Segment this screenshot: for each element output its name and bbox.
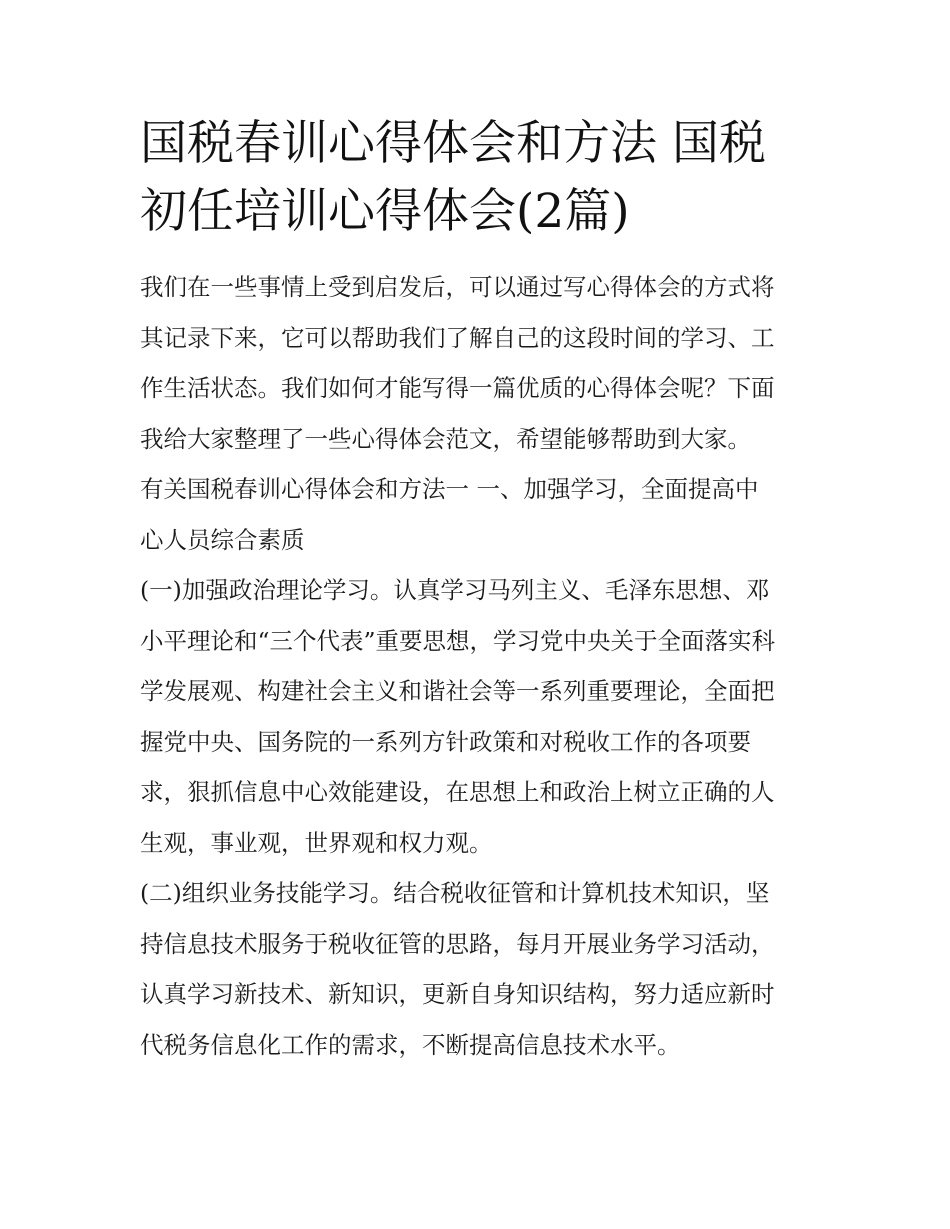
text-line: 其记录下来，它可以帮助我们了解自己的这段时间的学习、工 <box>140 323 775 352</box>
text-line: 我给大家整理了一些心得体会范文，希望能够帮助到大家。 <box>140 424 751 453</box>
text-line: 代税务信息化工作的需求，不断提高信息技术水平。 <box>140 1030 681 1059</box>
text-line: 生观，事业观，世界观和权力观。 <box>140 828 493 857</box>
text-line: 认真学习新技术、新知识，更新自身知识结构，努力适应新时 <box>140 980 775 1008</box>
text-line: 作生活状态。我们如何才能写得一篇优质的心得体会呢？下面 <box>140 374 775 402</box>
text-line: 持信息技术服务于税收征管的思路，每月开展业务学习活动， <box>140 929 775 958</box>
text-line: (二)组织业务技能学习。结合税收征管和计算机技术知识，坚 <box>140 879 770 907</box>
text-line: 心人员综合素质 <box>140 525 305 554</box>
paragraph-skills-study <box>140 868 820 1070</box>
text-line: 求，狠抓信息中心效能建设，在思想上和政治上树立正确的人 <box>140 778 775 806</box>
document-title <box>140 110 820 246</box>
text-line: 小平理论和“三个代表”重要思想，学习党中央关于全面落实科 <box>140 626 776 655</box>
paragraph-section-heading <box>140 464 820 565</box>
text-line: 握党中央、国务院的一系列方针政策和对税收工作的各项要 <box>140 727 751 756</box>
paragraph-political-study <box>140 565 820 868</box>
document-body <box>140 262 820 1070</box>
text-line: 有关国税春训心得体会和方法一 一、加强学习，全面提高中 <box>140 475 759 503</box>
title-line: 国税春训心得体会和方法 国税 <box>140 116 766 171</box>
text-line: 我们在一些事情上受到启发后，可以通过写心得体会的方式将 <box>140 273 775 301</box>
title-line: 初任培训心得体会(2篇) <box>140 184 630 239</box>
text-line: (一)加强政治理论学习。认真学习马列主义、毛泽东思想、邓 <box>140 576 770 604</box>
document-page <box>140 110 820 1070</box>
paragraph-intro <box>140 262 820 464</box>
text-line: 学发展观、构建社会主义和谐社会等一系列重要理论，全面把 <box>140 677 775 705</box>
